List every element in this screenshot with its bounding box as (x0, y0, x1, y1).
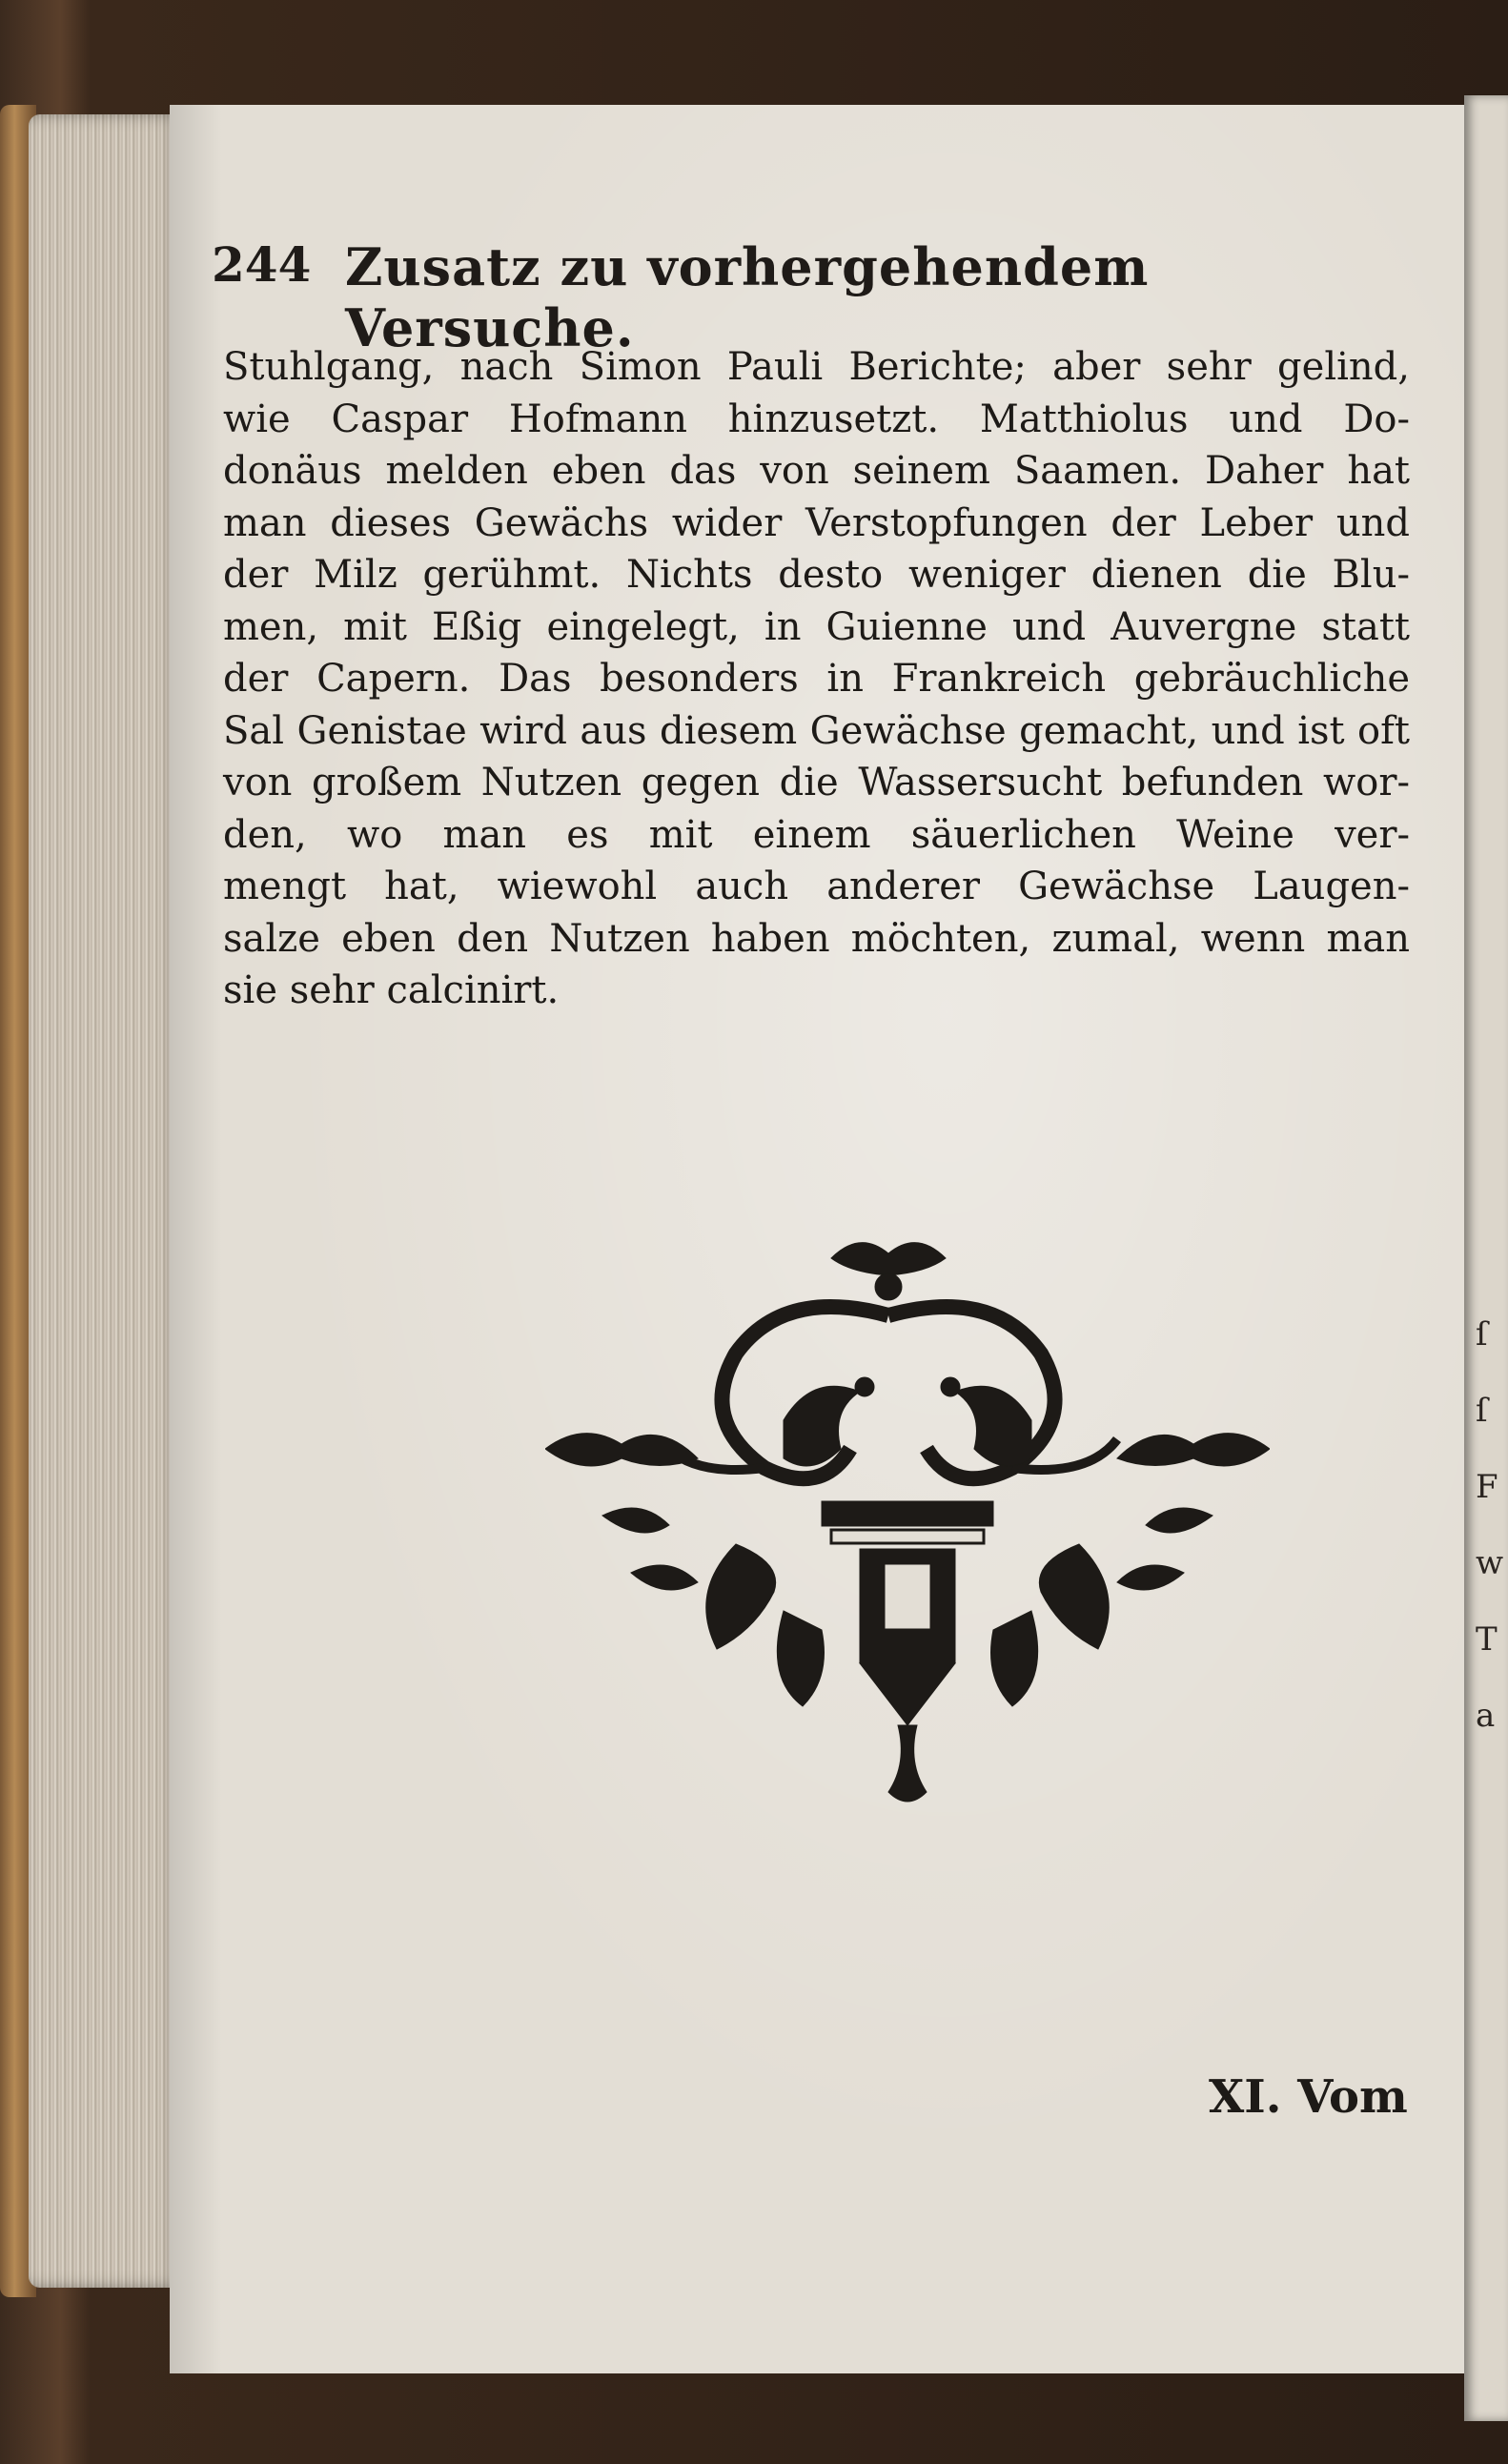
text-line: wie Caspar Hofmann hinzusetzt. Matthiolus und Do- (223, 397, 1410, 441)
text-line: der Milz gerühmt. Nichts desto weniger dienen die Blu- (223, 553, 1410, 597)
catchword: XI. Vom (1209, 2070, 1408, 2124)
page-edges (29, 114, 181, 2288)
facing-letter: F (1476, 1468, 1498, 1506)
text-line: men, mit Eßig eingelegt, in Guienne und Auvergne statt (223, 604, 1410, 649)
text-line: von großem Nutzen gegen die Wassersucht befunden wor- (223, 761, 1410, 804)
eagle-vignette-ornament-icon (545, 1230, 1270, 1821)
text-line: sie sehr calcinirt. (223, 968, 560, 1012)
text-line: den, wo man es mit einem säuerlichen Weine ver- (223, 812, 1410, 857)
text-line: Stuhlgang, nach Simon Pauli Berichte; aber sehr gelind, (223, 345, 1410, 389)
facing-letter: ſ (1476, 1315, 1488, 1354)
page-number: 244 (212, 236, 312, 293)
facing-letter: ſ (1476, 1392, 1488, 1430)
text-line: man dieses Gewächs wider Verstopfungen der Leber und (223, 500, 1410, 545)
running-title: Zusatz zu vorhergehendem Versuche. (345, 236, 1150, 358)
text-line: salze eben den Nutzen haben möchten, zumal, wenn man (223, 916, 1410, 961)
facing-letter: w (1476, 1544, 1504, 1582)
facing-page (1464, 95, 1508, 2421)
facing-letter: T (1476, 1620, 1498, 1659)
text-line: Sal Genistae wird aus diesem Gewächse gemacht, und ist oft (223, 708, 1410, 753)
body-text (223, 341, 1410, 1017)
facing-page-letters (1476, 1296, 1504, 1754)
page-header (212, 236, 1355, 358)
text-line: mengt hat, wiewohl auch anderer Gewächse Laugen- (223, 865, 1410, 908)
text-line: donäus melden eben das von seinem Saamen. Daher hat (223, 449, 1410, 493)
facing-letter: a (1476, 1697, 1496, 1735)
text-line: der Capern. Das besonders in Frankreich gebräuchliche (223, 657, 1410, 701)
